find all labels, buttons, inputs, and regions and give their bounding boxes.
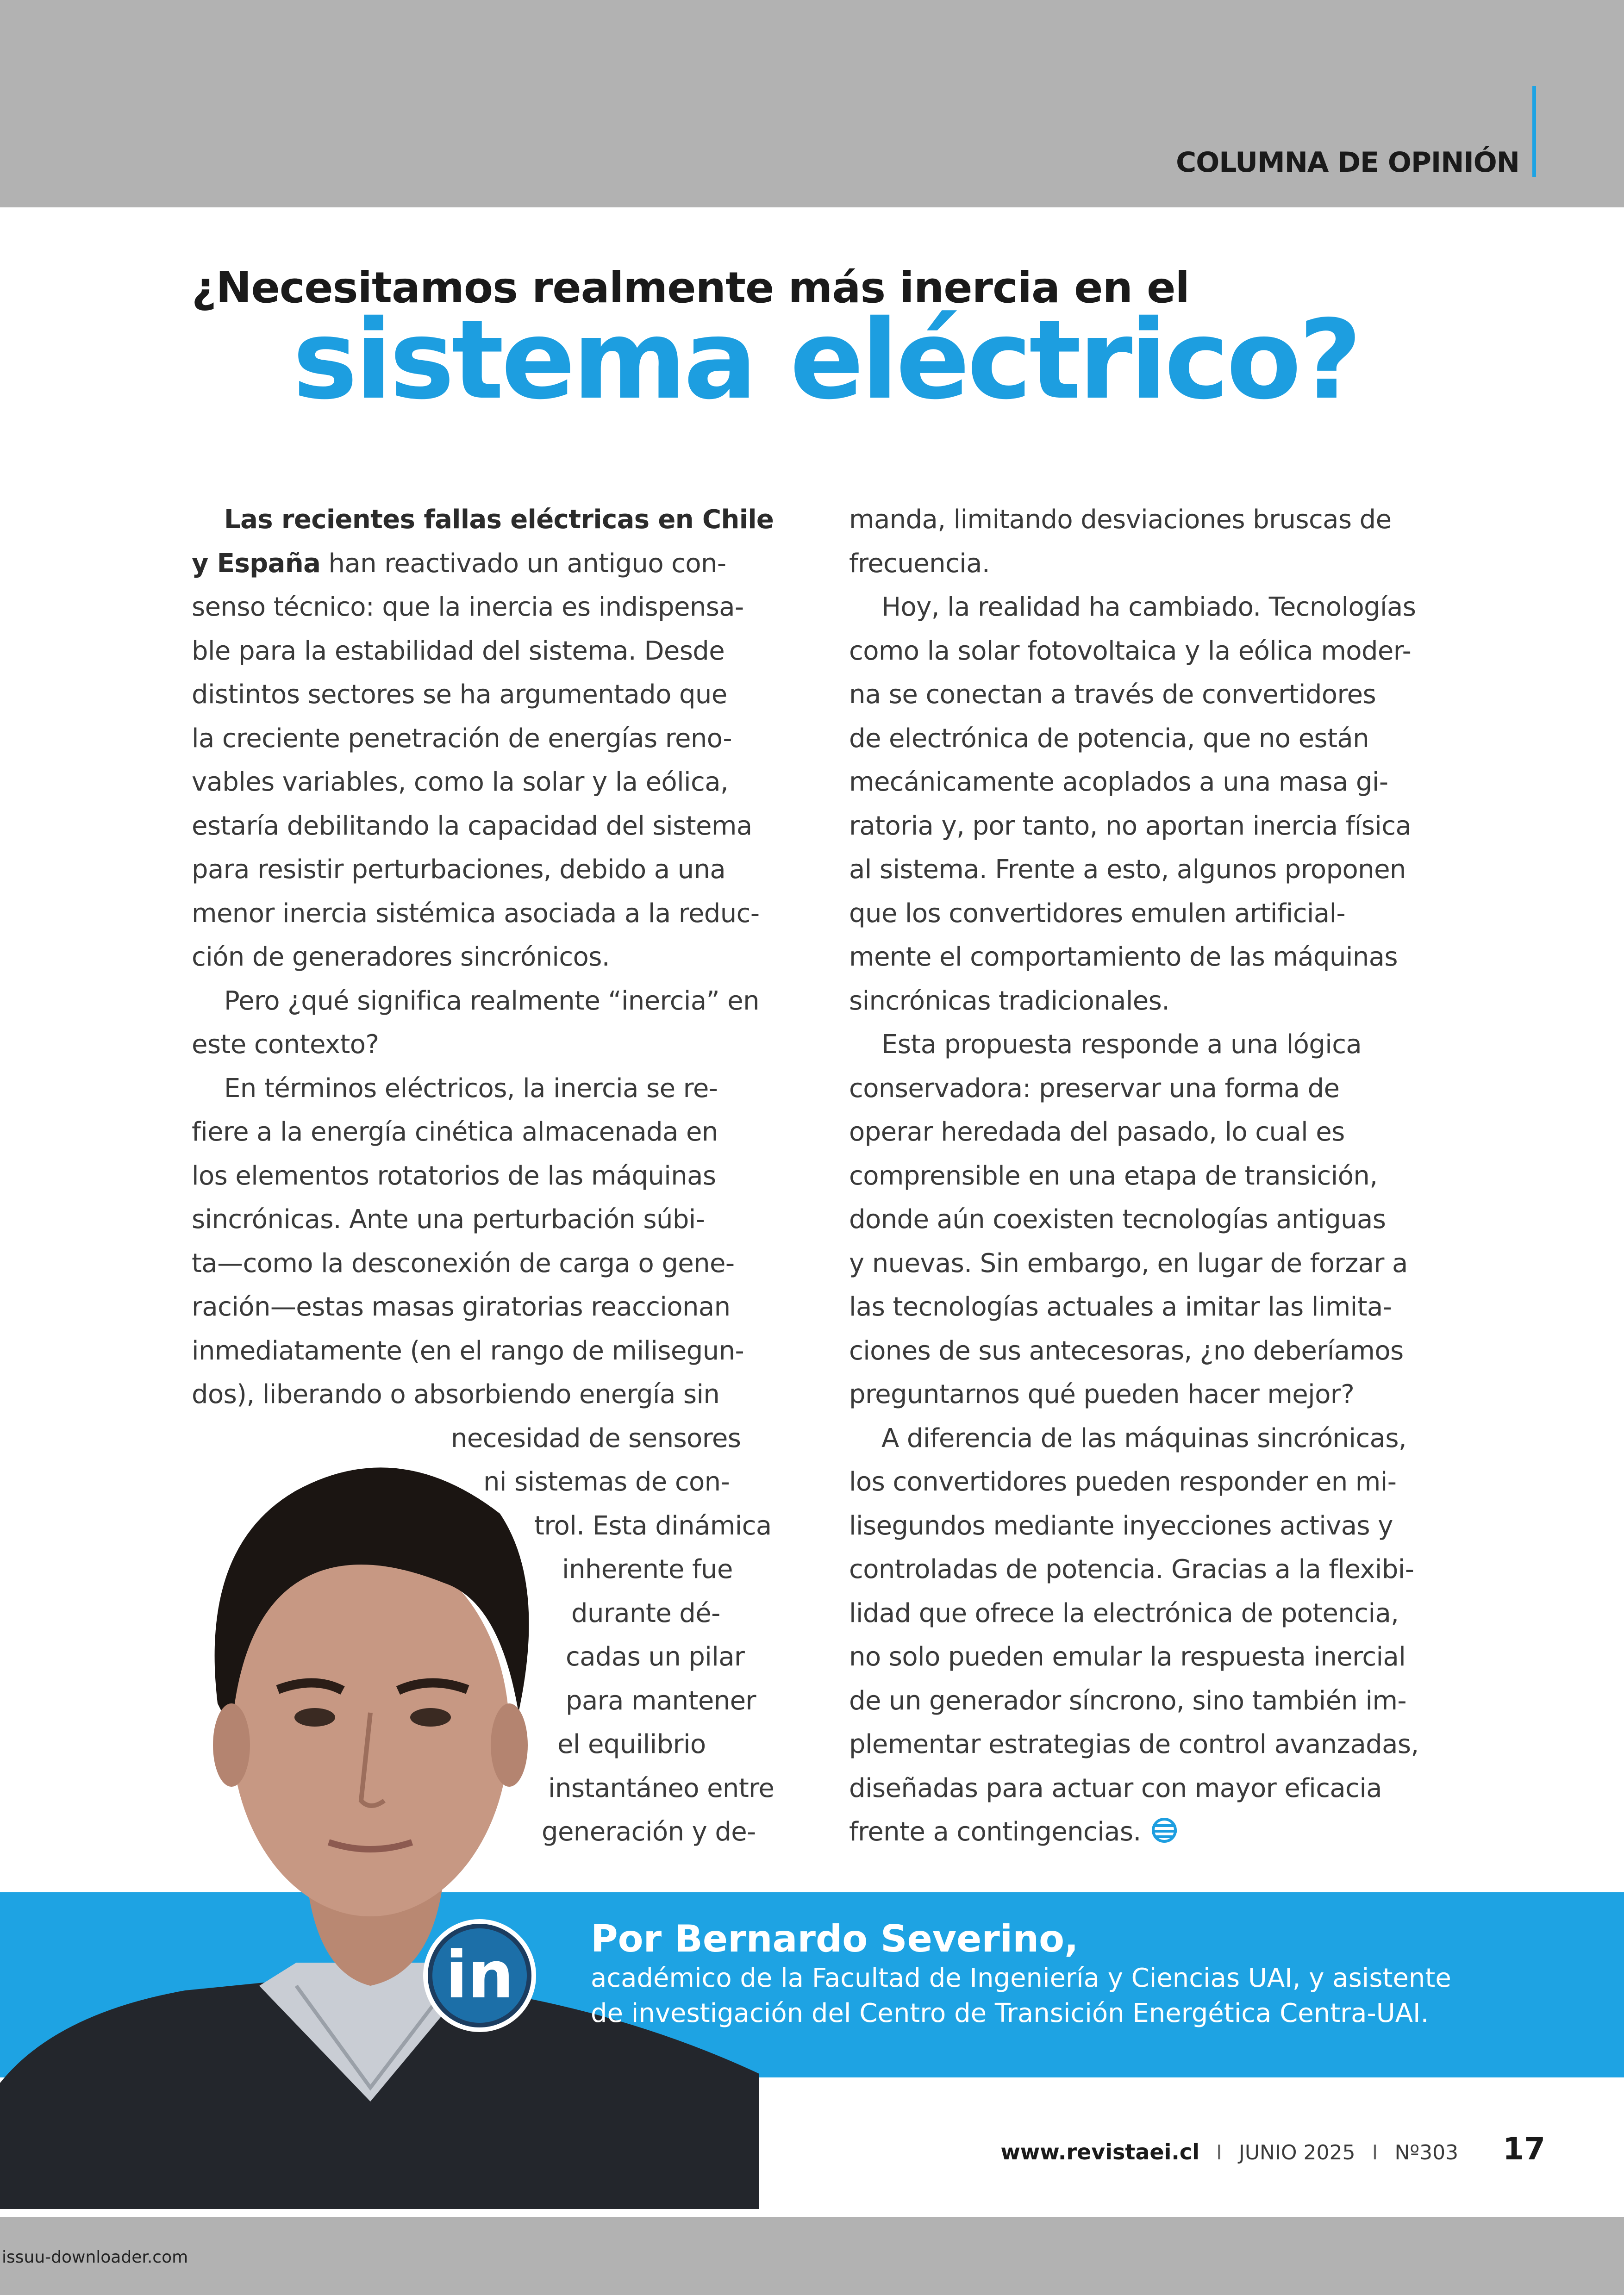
text-line: Pero ¿qué significa realmente “inercia” en <box>224 985 759 1016</box>
text-line: ni sistemas de con- <box>483 1467 730 1497</box>
text-line: menor inercia sistémica asociada a la reduc- <box>192 898 760 929</box>
text-line: frecuencia. <box>849 548 990 579</box>
text-line: ración—estas masas giratorias reaccionan <box>192 1292 731 1322</box>
text-line: lisegundos mediante inyecciones activas y <box>849 1510 1393 1541</box>
text-line: vables variables, como la solar y la eólica, <box>192 767 729 797</box>
text-line: instantáneo entre <box>548 1773 775 1803</box>
page-footer <box>1000 2131 1545 2167</box>
text-line: dos), liberando o absorbiendo energía sin <box>192 1379 720 1409</box>
text-line: operar heredada del pasado, lo cual es <box>849 1117 1345 1147</box>
text-line: ta—como la desconexión de carga o gene- <box>192 1248 735 1278</box>
headline-line-1: ¿Necesitamos realmente más inercia en el <box>192 263 1190 312</box>
text-line: na se conectan a través de convertidores <box>849 680 1376 710</box>
text-line: Esta propuesta responde a una lógica <box>881 1029 1362 1060</box>
text-line: estaría debilitando la capacidad del sistema <box>192 811 752 841</box>
text-line: para resistir perturbaciones, debido a una <box>192 854 726 885</box>
text-line: el equilibrio <box>557 1729 706 1759</box>
text-line: lidad que ofrece la electrónica de potencia, <box>849 1598 1399 1628</box>
footer-separator: I <box>1216 2141 1222 2164</box>
text-line: comprensible en una etapa de transición, <box>849 1160 1378 1191</box>
author-role-line-2: de investigación del Centro de Transición Energética Centra-UAI. <box>591 1998 1429 2028</box>
text-line: distintos sectores se ha argumentado que <box>192 680 727 710</box>
text-line: cadas un pilar <box>566 1642 745 1672</box>
section-label: COLUMNA DE OPINIÓN <box>1176 146 1519 179</box>
text-line: no solo pueden emular la respuesta inercial <box>849 1642 1406 1672</box>
text-line: generación y de- <box>542 1817 756 1847</box>
text-line: mente el comportamiento de las máquinas <box>849 942 1398 972</box>
text-line: fiere a la energía cinética almacenada en <box>192 1117 718 1147</box>
text-line: de un generador síncrono, sino también im- <box>849 1685 1407 1716</box>
author-role <box>591 1961 1451 2031</box>
globe-end-mark-icon <box>1149 1817 1181 1843</box>
text-line: durante dé- <box>571 1598 720 1628</box>
headline-line-2: sistema eléctrico? <box>293 296 1359 424</box>
text-line: la creciente penetración de energías reno- <box>192 723 732 754</box>
author-portrait <box>0 1407 759 2209</box>
text-line: inmediatamente (en el rango de milisegun- <box>192 1335 744 1366</box>
text-line: preguntarnos qué pueden hacer mejor? <box>849 1379 1355 1409</box>
text-line: este contexto? <box>192 1029 379 1060</box>
author-role-line-1: académico de la Facultad de Ingeniería y Ciencias UAI, y asistente <box>591 1963 1451 1993</box>
text-line: controladas de potencia. Gracias a la flexibi- <box>849 1554 1414 1584</box>
text-line: ratoria y, por tanto, no aportan inercia física <box>849 811 1412 841</box>
linkedin-label: in <box>445 1938 514 2013</box>
text-line: Las recientes fallas eléctricas en Chile <box>224 505 774 535</box>
text-line: y España han reactivado un antiguo con- <box>192 548 726 579</box>
text-line: de electrónica de potencia, que no están <box>849 723 1369 754</box>
text-line: los convertidores pueden responder en mi- <box>849 1467 1397 1497</box>
text-line: plementar estrategias de control avanzadas, <box>849 1729 1419 1759</box>
text-line: sincrónicas tradicionales. <box>849 985 1170 1016</box>
text-line: senso técnico: que la inercia es indispensa- <box>192 592 744 622</box>
text-line: las tecnologías actuales a imitar las limita- <box>849 1292 1392 1322</box>
text-line: necesidad de sensores <box>451 1423 741 1453</box>
text-line: como la solar fotovoltaica y la eólica moder- <box>849 636 1412 666</box>
author-name: Por Bernardo Severino, <box>591 1917 1079 1960</box>
text-line: los elementos rotatorios de las máquinas <box>192 1160 716 1191</box>
text-line: A diferencia de las máquinas sincrónicas, <box>881 1423 1407 1453</box>
text-line: En términos eléctricos, la inercia se re- <box>224 1073 718 1104</box>
text-line: sincrónicas. Ante una perturbación súbi- <box>192 1204 705 1235</box>
text-line: para mantener <box>566 1685 756 1716</box>
text-line: al sistema. Frente a esto, algunos proponen <box>849 854 1406 885</box>
text-line: mecánicamente acoplados a una masa gi- <box>849 767 1388 797</box>
footer-separator: I <box>1372 2141 1378 2164</box>
watermark: issuu-downloader.com <box>2 2248 188 2267</box>
text-line: diseñadas para actuar con mayor eficacia <box>849 1773 1382 1803</box>
text-line: ciones de sus antecesoras, ¿no deberíamos <box>849 1335 1404 1366</box>
page-number: 17 <box>1503 2131 1545 2167</box>
text-line: y nuevas. Sin embargo, en lugar de forzar a <box>849 1248 1408 1278</box>
section-accent-rule <box>1532 86 1536 177</box>
linkedin-icon[interactable] <box>423 1919 536 2032</box>
text-line: trol. Esta dinámica <box>534 1510 772 1541</box>
footer-date: JUNIO 2025 <box>1238 2141 1355 2164</box>
text-line: ción de generadores sincrónicos. <box>192 942 610 972</box>
footer-site-link[interactable]: www.revistaei.cl <box>1000 2139 1199 2164</box>
footer-issue: Nº303 <box>1394 2141 1459 2164</box>
bottom-band <box>0 2217 1624 2295</box>
text-line: manda, limitando desviaciones bruscas de <box>849 505 1392 535</box>
text-line: ble para la estabilidad del sistema. Desde <box>192 636 725 666</box>
text-line: que los convertidores emulen artificial- <box>849 898 1346 929</box>
text-line: frente a contingencias. <box>849 1810 1465 1854</box>
text-line: inherente fue <box>562 1554 733 1584</box>
text-line: conservadora: preservar una forma de <box>849 1073 1340 1104</box>
article-column-right <box>849 498 1465 1854</box>
text-line: Hoy, la realidad ha cambiado. Tecnologías <box>881 592 1416 622</box>
text-line: donde aún coexisten tecnologías antiguas <box>849 1204 1386 1235</box>
